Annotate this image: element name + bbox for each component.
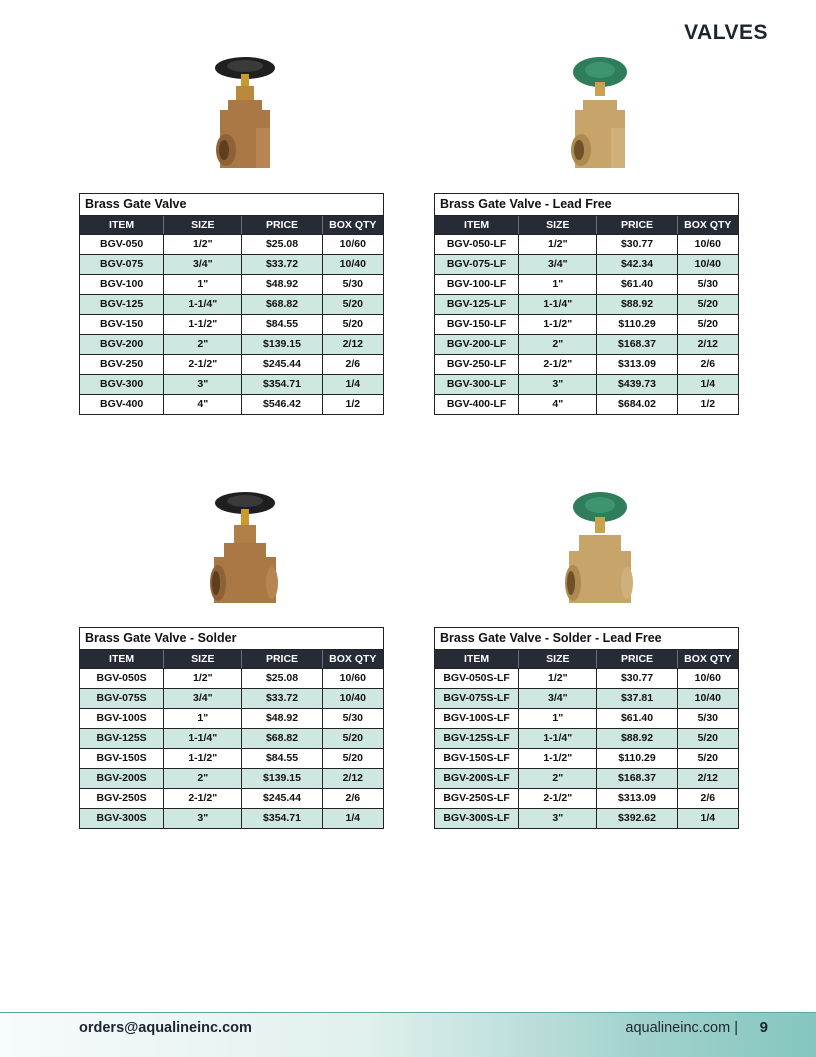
table-row — [435, 374, 738, 394]
table-title: Brass Gate Valve — [80, 194, 383, 216]
cell-price: $84.55 — [242, 749, 322, 768]
column-header-item: ITEM — [80, 216, 164, 234]
cell-item: BGV-125-LF — [435, 295, 519, 314]
cell-box-qty: 2/12 — [697, 338, 719, 350]
cell-box-qty: 10/60 — [694, 238, 721, 250]
table-row — [435, 394, 738, 414]
cell-size: 2" — [164, 335, 242, 354]
table-row — [435, 354, 738, 374]
cell-item: BGV-200 — [80, 335, 164, 354]
table-header — [435, 216, 738, 234]
cell-item: BGV-050S-LF — [435, 669, 519, 688]
cell-item: BGV-075S-LF — [435, 689, 519, 708]
column-header-price: PRICE — [242, 216, 322, 234]
table-row — [80, 314, 383, 334]
cell-price: $61.40 — [597, 709, 677, 728]
column-header-item: ITEM — [80, 650, 164, 668]
cell-size: 2" — [519, 769, 597, 788]
page-title: VALVES — [684, 21, 768, 44]
cell-price: $354.71 — [242, 809, 322, 828]
table-title: Brass Gate Valve - Solder — [80, 628, 383, 650]
brass-gate-valve-lead-free-image — [555, 50, 645, 180]
table-row — [435, 274, 738, 294]
cell-item: BGV-400-LF — [435, 395, 519, 414]
table-row — [80, 354, 383, 374]
cell-size: 1-1/2" — [164, 315, 242, 334]
table-title: Brass Gate Valve - Solder - Lead Free — [435, 628, 738, 650]
cell-size: 1/2" — [519, 235, 597, 254]
table-brass-gate-valve — [79, 193, 384, 415]
column-header-box-qty: BOX QTY — [329, 653, 377, 665]
table-header — [80, 650, 383, 668]
column-header-box-qty: BOX QTY — [329, 219, 377, 231]
cell-size: 1" — [519, 709, 597, 728]
cell-price: $88.92 — [597, 295, 677, 314]
column-header-price: PRICE — [597, 650, 677, 668]
cell-price: $37.81 — [597, 689, 677, 708]
cell-size: 1/2" — [164, 669, 242, 688]
cell-box-qty: 5/20 — [697, 298, 719, 310]
column-header-size: SIZE — [519, 650, 597, 668]
cell-box-qty: 2/12 — [697, 772, 719, 784]
cell-price: $245.44 — [242, 789, 322, 808]
table-row — [80, 708, 383, 728]
table-row — [80, 254, 383, 274]
cell-price: $168.37 — [597, 335, 677, 354]
cell-size: 3/4" — [164, 689, 242, 708]
cell-box-qty: 5/30 — [697, 278, 719, 290]
cell-price: $30.77 — [597, 669, 677, 688]
cell-size: 3/4" — [164, 255, 242, 274]
table-row — [80, 688, 383, 708]
cell-size: 1/2" — [164, 235, 242, 254]
column-header-box-qty: BOX QTY — [684, 219, 732, 231]
cell-item: BGV-050 — [80, 235, 164, 254]
cell-size: 1" — [519, 275, 597, 294]
cell-item: BGV-075 — [80, 255, 164, 274]
cell-size: 3/4" — [519, 255, 597, 274]
cell-item: BGV-100-LF — [435, 275, 519, 294]
footer-website-link[interactable]: aqualineinc.com | — [625, 1020, 738, 1036]
cell-box-qty: 10/60 — [339, 238, 366, 250]
cell-size: 3" — [519, 375, 597, 394]
cell-item: BGV-100S — [80, 709, 164, 728]
cell-box-qty: 1/4 — [345, 812, 361, 824]
cell-item: BGV-200-LF — [435, 335, 519, 354]
table-row — [435, 254, 738, 274]
table-row — [80, 394, 383, 414]
cell-size: 4" — [164, 395, 242, 414]
table-row — [80, 334, 383, 354]
cell-price: $33.72 — [242, 689, 322, 708]
table-row — [435, 748, 738, 768]
cell-price: $354.71 — [242, 375, 322, 394]
cell-price: $313.09 — [597, 355, 677, 374]
cell-price: $313.09 — [597, 789, 677, 808]
table-row — [435, 294, 738, 314]
cell-box-qty: 10/40 — [694, 692, 721, 704]
cell-item: BGV-100S-LF — [435, 709, 519, 728]
table-row — [435, 788, 738, 808]
cell-box-qty: 2/6 — [700, 358, 716, 370]
table-row — [435, 688, 738, 708]
cell-size: 1-1/2" — [519, 315, 597, 334]
table-row — [80, 668, 383, 688]
table-row — [80, 274, 383, 294]
table-row — [435, 314, 738, 334]
table-row — [435, 728, 738, 748]
cell-box-qty: 2/6 — [345, 358, 361, 370]
table-row — [80, 294, 383, 314]
cell-size: 1-1/4" — [164, 729, 242, 748]
cell-box-qty: 5/30 — [697, 712, 719, 724]
cell-item: BGV-125S — [80, 729, 164, 748]
cell-item: BGV-100 — [80, 275, 164, 294]
cell-size: 1-1/4" — [519, 729, 597, 748]
cell-size: 1" — [164, 709, 242, 728]
table-row — [435, 234, 738, 254]
cell-size: 3" — [164, 375, 242, 394]
table-header — [435, 650, 738, 668]
cell-item: BGV-200S-LF — [435, 769, 519, 788]
cell-size: 2" — [519, 335, 597, 354]
cell-price: $68.82 — [242, 729, 322, 748]
table-title: Brass Gate Valve - Lead Free — [435, 194, 738, 216]
table-body — [435, 668, 738, 828]
table-row — [80, 748, 383, 768]
cell-size: 1-1/2" — [519, 749, 597, 768]
cell-box-qty: 2/6 — [345, 792, 361, 804]
cell-box-qty: 1/2 — [700, 398, 716, 410]
cell-box-qty: 5/20 — [697, 732, 719, 744]
cell-size: 4" — [519, 395, 597, 414]
cell-price: $25.08 — [242, 235, 322, 254]
cell-item: BGV-050S — [80, 669, 164, 688]
cell-box-qty: 2/12 — [342, 338, 364, 350]
table-body — [435, 234, 738, 414]
table-row — [80, 728, 383, 748]
cell-box-qty: 2/6 — [700, 792, 716, 804]
cell-price: $139.15 — [242, 335, 322, 354]
cell-size: 1-1/4" — [164, 295, 242, 314]
cell-size: 2-1/2" — [164, 789, 242, 808]
table-row — [80, 808, 383, 828]
cell-box-qty: 5/20 — [342, 752, 364, 764]
cell-price: $392.62 — [597, 809, 677, 828]
cell-item: BGV-125 — [80, 295, 164, 314]
cell-size: 1" — [164, 275, 242, 294]
cell-box-qty: 5/20 — [697, 318, 719, 330]
table-row — [435, 708, 738, 728]
page-footer — [0, 1012, 816, 1057]
column-header-price: PRICE — [242, 650, 322, 668]
table-row — [435, 808, 738, 828]
cell-item: BGV-400 — [80, 395, 164, 414]
cell-size: 2-1/2" — [519, 355, 597, 374]
cell-box-qty: 5/30 — [342, 278, 364, 290]
table-row — [435, 334, 738, 354]
cell-box-qty: 1/2 — [345, 398, 361, 410]
column-header-item: ITEM — [435, 216, 519, 234]
table-row — [435, 668, 738, 688]
cell-item: BGV-300S — [80, 809, 164, 828]
column-header-price: PRICE — [597, 216, 677, 234]
cell-item: BGV-075S — [80, 689, 164, 708]
cell-price: $139.15 — [242, 769, 322, 788]
cell-box-qty: 5/20 — [697, 752, 719, 764]
cell-size: 2-1/2" — [519, 789, 597, 808]
cell-item: BGV-250S-LF — [435, 789, 519, 808]
cell-item: BGV-150S — [80, 749, 164, 768]
cell-item: BGV-300 — [80, 375, 164, 394]
column-header-item: ITEM — [435, 650, 519, 668]
cell-price: $439.73 — [597, 375, 677, 394]
cell-price: $30.77 — [597, 235, 677, 254]
table-body — [80, 668, 383, 828]
cell-size: 3" — [164, 809, 242, 828]
cell-size: 3" — [519, 809, 597, 828]
column-header-size: SIZE — [164, 650, 242, 668]
cell-item: BGV-150 — [80, 315, 164, 334]
cell-price: $68.82 — [242, 295, 322, 314]
cell-size: 1-1/4" — [519, 295, 597, 314]
cell-box-qty: 5/20 — [342, 298, 364, 310]
cell-price: $684.02 — [597, 395, 677, 414]
cell-box-qty: 5/20 — [342, 732, 364, 744]
cell-item: BGV-150S-LF — [435, 749, 519, 768]
cell-item: BGV-300-LF — [435, 375, 519, 394]
cell-item: BGV-125S-LF — [435, 729, 519, 748]
cell-size: 1/2" — [519, 669, 597, 688]
cell-item: BGV-300S-LF — [435, 809, 519, 828]
table-row — [80, 788, 383, 808]
cell-box-qty: 2/12 — [342, 772, 364, 784]
column-header-size: SIZE — [519, 216, 597, 234]
table-brass-gate-valve-solder-lead-free — [434, 627, 739, 829]
cell-price: $110.29 — [597, 315, 677, 334]
cell-price: $33.72 — [242, 255, 322, 274]
table-row — [435, 768, 738, 788]
cell-price: $48.92 — [242, 275, 322, 294]
cell-price: $42.34 — [597, 255, 677, 274]
page-number: 9 — [759, 1019, 768, 1036]
table-row — [80, 374, 383, 394]
brass-gate-valve-image — [200, 50, 290, 180]
cell-box-qty: 10/40 — [339, 258, 366, 270]
cell-price: $84.55 — [242, 315, 322, 334]
brass-gate-valve-solder-lead-free-image — [555, 485, 645, 615]
cell-size: 1-1/2" — [164, 749, 242, 768]
table-body — [80, 234, 383, 414]
table-row — [80, 768, 383, 788]
table-header — [80, 216, 383, 234]
cell-item: BGV-150-LF — [435, 315, 519, 334]
cell-box-qty: 10/60 — [339, 672, 366, 684]
cell-price: $110.29 — [597, 749, 677, 768]
cell-price: $25.08 — [242, 669, 322, 688]
table-brass-gate-valve-lead-free — [434, 193, 739, 415]
cell-item: BGV-200S — [80, 769, 164, 788]
column-header-size: SIZE — [164, 216, 242, 234]
cell-price: $168.37 — [597, 769, 677, 788]
cell-box-qty: 10/60 — [694, 672, 721, 684]
cell-size: 3/4" — [519, 689, 597, 708]
cell-box-qty: 1/4 — [700, 378, 716, 390]
column-header-box-qty: BOX QTY — [684, 653, 732, 665]
cell-box-qty: 1/4 — [345, 378, 361, 390]
table-brass-gate-valve-solder — [79, 627, 384, 829]
cell-price: $61.40 — [597, 275, 677, 294]
cell-item: BGV-250-LF — [435, 355, 519, 374]
cell-item: BGV-250S — [80, 789, 164, 808]
cell-price: $546.42 — [242, 395, 322, 414]
cell-price: $245.44 — [242, 355, 322, 374]
cell-box-qty: 10/40 — [339, 692, 366, 704]
cell-size: 2" — [164, 769, 242, 788]
footer-email-link[interactable]: orders@aqualineinc.com — [79, 1020, 252, 1036]
cell-item: BGV-250 — [80, 355, 164, 374]
brass-gate-valve-solder-image — [200, 485, 290, 615]
cell-box-qty: 10/40 — [694, 258, 721, 270]
cell-item: BGV-075-LF — [435, 255, 519, 274]
cell-box-qty: 5/30 — [342, 712, 364, 724]
cell-price: $88.92 — [597, 729, 677, 748]
table-row — [80, 234, 383, 254]
cell-item: BGV-050-LF — [435, 235, 519, 254]
cell-box-qty: 1/4 — [700, 812, 716, 824]
cell-box-qty: 5/20 — [342, 318, 364, 330]
cell-size: 2-1/2" — [164, 355, 242, 374]
cell-price: $48.92 — [242, 709, 322, 728]
